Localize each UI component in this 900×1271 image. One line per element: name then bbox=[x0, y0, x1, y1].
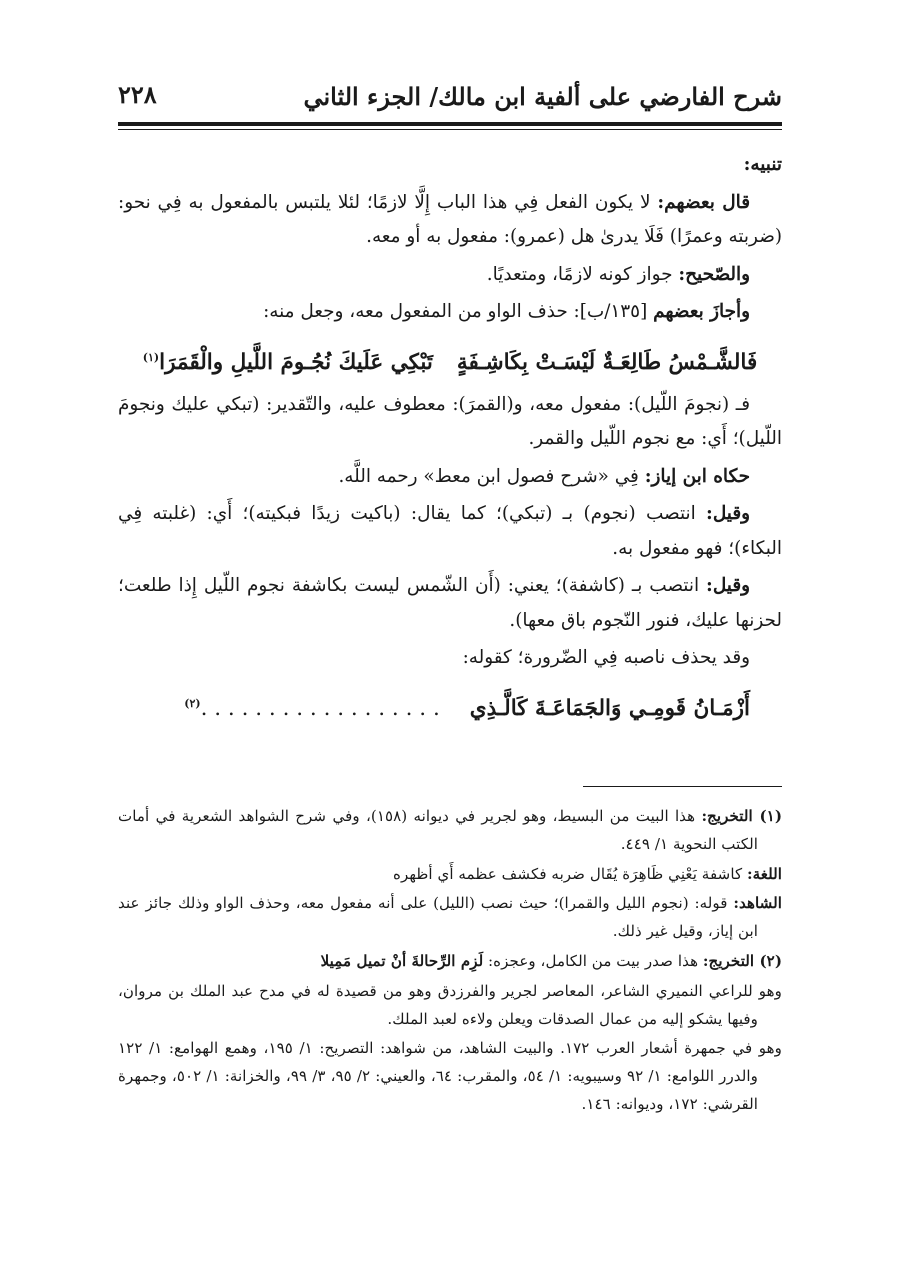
section-title: تنبيه: bbox=[743, 154, 782, 175]
running-header bbox=[118, 72, 782, 122]
footnote-1-witness-text: قوله: (نجوم الليل والقمرا)؛ حيث نصب (الليل) على أنه مفعول معه، وحذف الواو وذلك جائز عند ابن إياز، وقيل غير ذلك. bbox=[118, 894, 758, 941]
verse-1-first-hemistich: فَالشَّـمْسُ طَالِعَـةٌ لَيْسَـتْ بِكَاشِـفَةٍ bbox=[456, 349, 758, 375]
paragraph-5-lead: حكاه ابن إياز: bbox=[644, 465, 750, 487]
footnote-1-language-text: كاشفة يَعْنِي ظَاهِرَة يُقَال ضربه فكشف عظمه أَي أظهره bbox=[393, 864, 748, 883]
footnote-2-poet: وهو للراعي النميري الشاعر، المعاصر لجرير والفرزدق وهو من قصيدة له في مدح عبد الملك بن مروان، وفيها يشكو إليه من عمال الصدقات ويعلن ولاءه لعبد الملك. bbox=[118, 981, 782, 1028]
verse-1 bbox=[118, 333, 782, 388]
footnote-1-text: هذا البيت من البسيط، وهو لجرير في ديوانه (١٥٨)، وفي شرح الشواهد الشعرية في أمات الكتب النحوية ١/ ٤٤٩. bbox=[118, 807, 758, 853]
footnote-2-sources: وهو في جمهرة أشعار العرب ١٧٢. والبيت الشاهد، من شواهد: التصريح: ١/ ١٩٥، وهمع الهوامع: ١/ ١٢٢ والدرر اللوامع: ١/ ٩٢ وسيبويه: ١/ ٥٤، والمقرب: ٦٤، والعيني: ٢/ ٩٥، ٣/ ٩٩، والخزانة: ١/ ٥٠٢، وجمهرة القرشي: ١٧٢، وديوانه: ١٤٦. bbox=[118, 1039, 783, 1113]
paragraph-7-text: انتصب بـ (كاشفة)؛ يعني: (أَن الشّمس ليست بكاشفة نجوم اللّيل إِذا طلعت؛ لحزنها عليك، فنور النّجوم باق معها). bbox=[118, 575, 782, 631]
paragraph-3-text: [١٣٥/ب]: حذف الواو من المفعول معه، وجعل منه: bbox=[263, 301, 654, 322]
verse-2-first-hemistich: أَزْمَـانُ قَومِـي وَالجَمَاعَـةَ كَالَّـذِي bbox=[469, 695, 750, 721]
header-title: شرح الفارضي على ألفية ابن مالك/ الجزء الثاني bbox=[303, 82, 782, 111]
footnote-ref-1: (١) bbox=[142, 350, 160, 364]
header-rule-thin bbox=[118, 129, 782, 130]
paragraph-2-lead: والصّحيح: bbox=[678, 263, 750, 285]
verse-1-second-hemistich bbox=[143, 333, 433, 388]
footnote-1-witness bbox=[118, 890, 782, 946]
paragraph-4: فـ (نجومَ اللّيل): مفعول معه، و(القمرَ): معطوف عليه، والتّقدير: (تبكي عليك ونجومَ اللّيل)؛ أَي: مع نجوم اللّيل والقمر. bbox=[118, 393, 782, 450]
verse-2 bbox=[118, 679, 782, 734]
footnote-2 bbox=[118, 948, 782, 976]
paragraph-1-lead: قال بعضهم: bbox=[657, 191, 750, 213]
paragraph-2-text: جواز كونه لازمًا، ومتعديًا. bbox=[486, 263, 679, 285]
footnote-1 bbox=[118, 803, 782, 859]
paragraph-8: وقد يحذف ناصبه فِي الضّرورة؛ كقوله: bbox=[462, 647, 750, 669]
footnote-2-hemistich: لَزِم الرِّحالةَ أنْ تميل مَمِيلا bbox=[320, 951, 484, 970]
footnote-1-witness-lead: الشاهد: bbox=[733, 894, 782, 913]
paragraph-3 bbox=[118, 295, 782, 330]
page-number: ٢٢٨ bbox=[118, 80, 157, 109]
paragraph-7-lead: وقيل: bbox=[706, 575, 750, 597]
footnote-2-text: هذا صدر بيت من الكامل، وعجزه: bbox=[483, 951, 703, 970]
verse-1-second-text: تَبْكِي عَلَيكَ نُجُـومَ اللَّيلِ والْقَمَرَا bbox=[159, 349, 433, 375]
header-rule-thick bbox=[118, 122, 782, 126]
verse-2-omitted: . . . . . . . . . . . . . . . . . . bbox=[200, 695, 440, 721]
footnote-1-language-lead: اللغة: bbox=[747, 864, 782, 883]
footnote-1-language bbox=[118, 861, 782, 889]
footnote-separator bbox=[583, 786, 782, 787]
footnote-2-lead: (٢) التخريج: bbox=[702, 951, 782, 970]
paragraph-2 bbox=[118, 258, 782, 293]
paragraph-1 bbox=[118, 186, 782, 255]
paragraph-1-text: لا يكون الفعل فِي هذا الباب إِلَّا لازمًا؛ لئلا يلتبس بالمفعول به فِي نحو: (ضربته وعمرًا) فَلَا يدرىٰ هل (عمرو): مفعول به أو معه. bbox=[118, 191, 782, 247]
paragraph-5-text: فِي «شرح فصول ابن معط» رحمه اللَّه. bbox=[338, 465, 645, 487]
paragraph-5 bbox=[118, 460, 782, 495]
paragraph-6 bbox=[118, 497, 782, 566]
footnote-ref-2: (٢) bbox=[184, 696, 201, 710]
paragraph-6-lead: وقيل: bbox=[706, 503, 750, 525]
paragraph-3-lead: وأجازَ بعضهم bbox=[653, 301, 750, 322]
footnotes bbox=[118, 803, 782, 1121]
footnote-1-lead: (١) التخريج: bbox=[701, 807, 782, 825]
paragraph-6-text: انتصب (نجوم) بـ (تبكي)؛ كما يقال: (باكيت زيدًا فبكيته)؛ أَي: (غلبته فِي البكاء)؛ فهو مفعول به. bbox=[118, 503, 782, 559]
main-text bbox=[118, 148, 782, 734]
paragraph-7 bbox=[118, 569, 782, 638]
